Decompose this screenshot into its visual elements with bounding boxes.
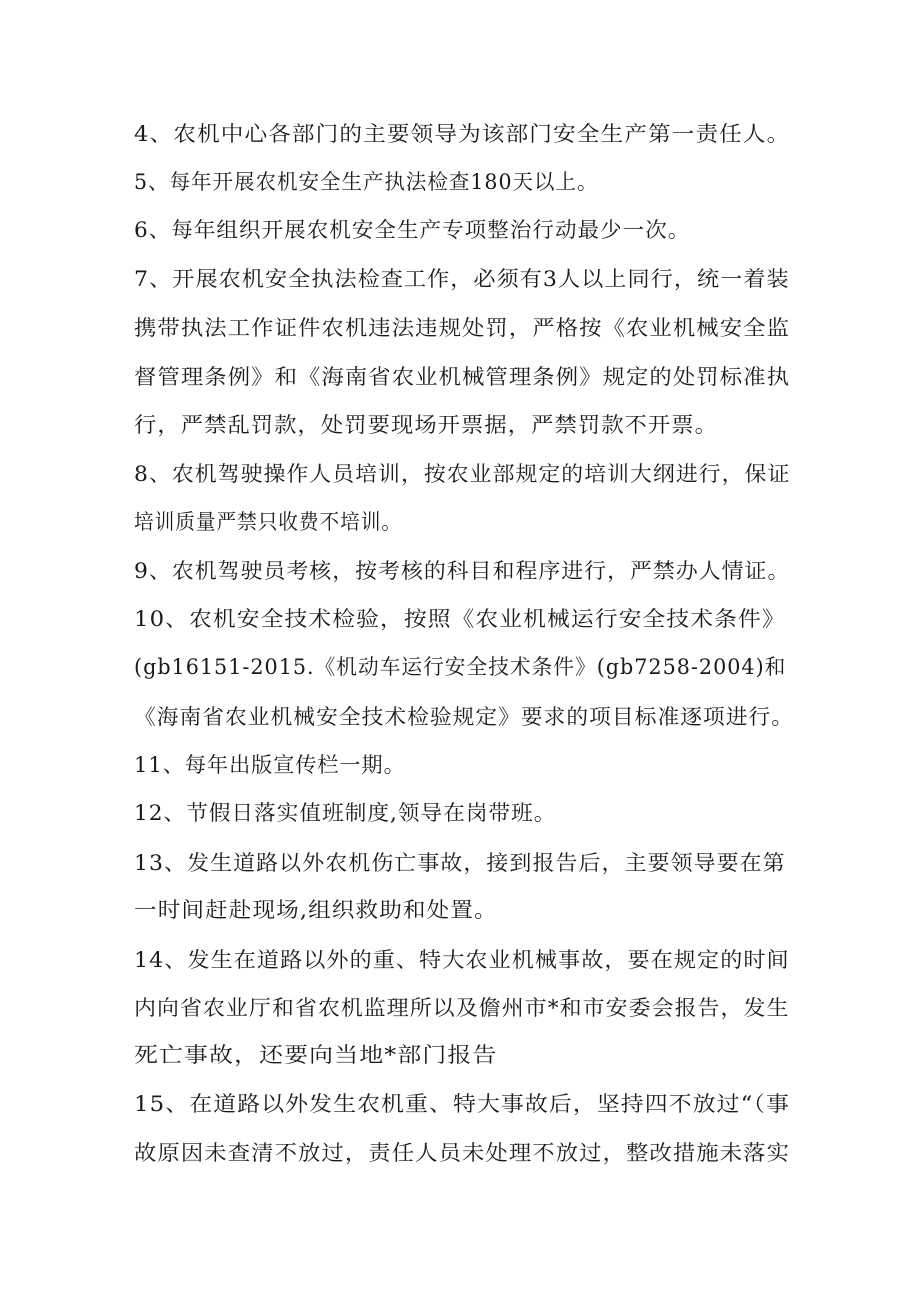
text-line: 督管理条例》和《海南省农业机械管理条例》规定的处罚标准执 [134,365,790,389]
text-line: 《海南省农业机械安全技术检验规定》要求的项目标准逐项进行。 [134,705,794,729]
text-line: 内向省农业厅和省农机监理所以及儋州市*和市安委会报告，发生 [134,996,790,1020]
text-line: 15、在道路以外发生农机重、特大事故后，坚持四不放过“（事 [134,1092,790,1116]
text-line: 培训质量严禁只收费不培训。 [134,510,402,534]
text-line: 行，严禁乱罚款，处罚要现场开票据，严禁罚款不开票。 [134,413,718,437]
text-line: 14、发生在道路以外的重、特大农业机械事故，要在规定的时间 [134,948,790,972]
text-line: 故原因未查清不放过，责任人员未处理不放过，整改措施未落实 [134,1141,790,1165]
text-line: 13、发生道路以外农机伤亡事故，接到报告后，主要领导要在第 [134,851,786,875]
text-line: 10、农机安全技术检验，按照《农业机械运行安全技术条件》 [134,607,786,631]
text-line: 5、每年开展农机安全生产执法检查180天以上。 [134,170,599,194]
text-line: 一时间赶赴现场,组织救助和处置。 [134,898,498,922]
text-line: 11、每年出版宣传栏一期。 [134,753,406,777]
text-line: 死亡事故，还要向当地*部门报告 [134,1043,498,1067]
text-line: 9、农机驾驶员考核，按考核的科目和程序进行，严禁办人情证。 [134,559,791,583]
text-line: 8、农机驾驶操作人员培训，按农业部规定的培训大纲进行，保证 [134,462,791,486]
text-line: 4、农机中心各部门的主要领导为该部门安全生产第一责任人。 [134,122,791,146]
text-line: (gb16151-2015.《机动车运行安全技术条件》(gb7258-2004)和 [134,655,787,679]
text-line: 6、每年组织开展农机安全生产专项整治行动最少一次。 [134,218,691,242]
text-line: 7、开展农机安全执法检查工作，必须有3人以上同行，统一着装 [134,267,790,291]
text-line: 携带执法工作证件农机违法违规处罚，严格按《农业机械安全监 [134,316,790,340]
text-line: 12、节假日落实值班制度,领导在岗带班。 [134,801,557,825]
